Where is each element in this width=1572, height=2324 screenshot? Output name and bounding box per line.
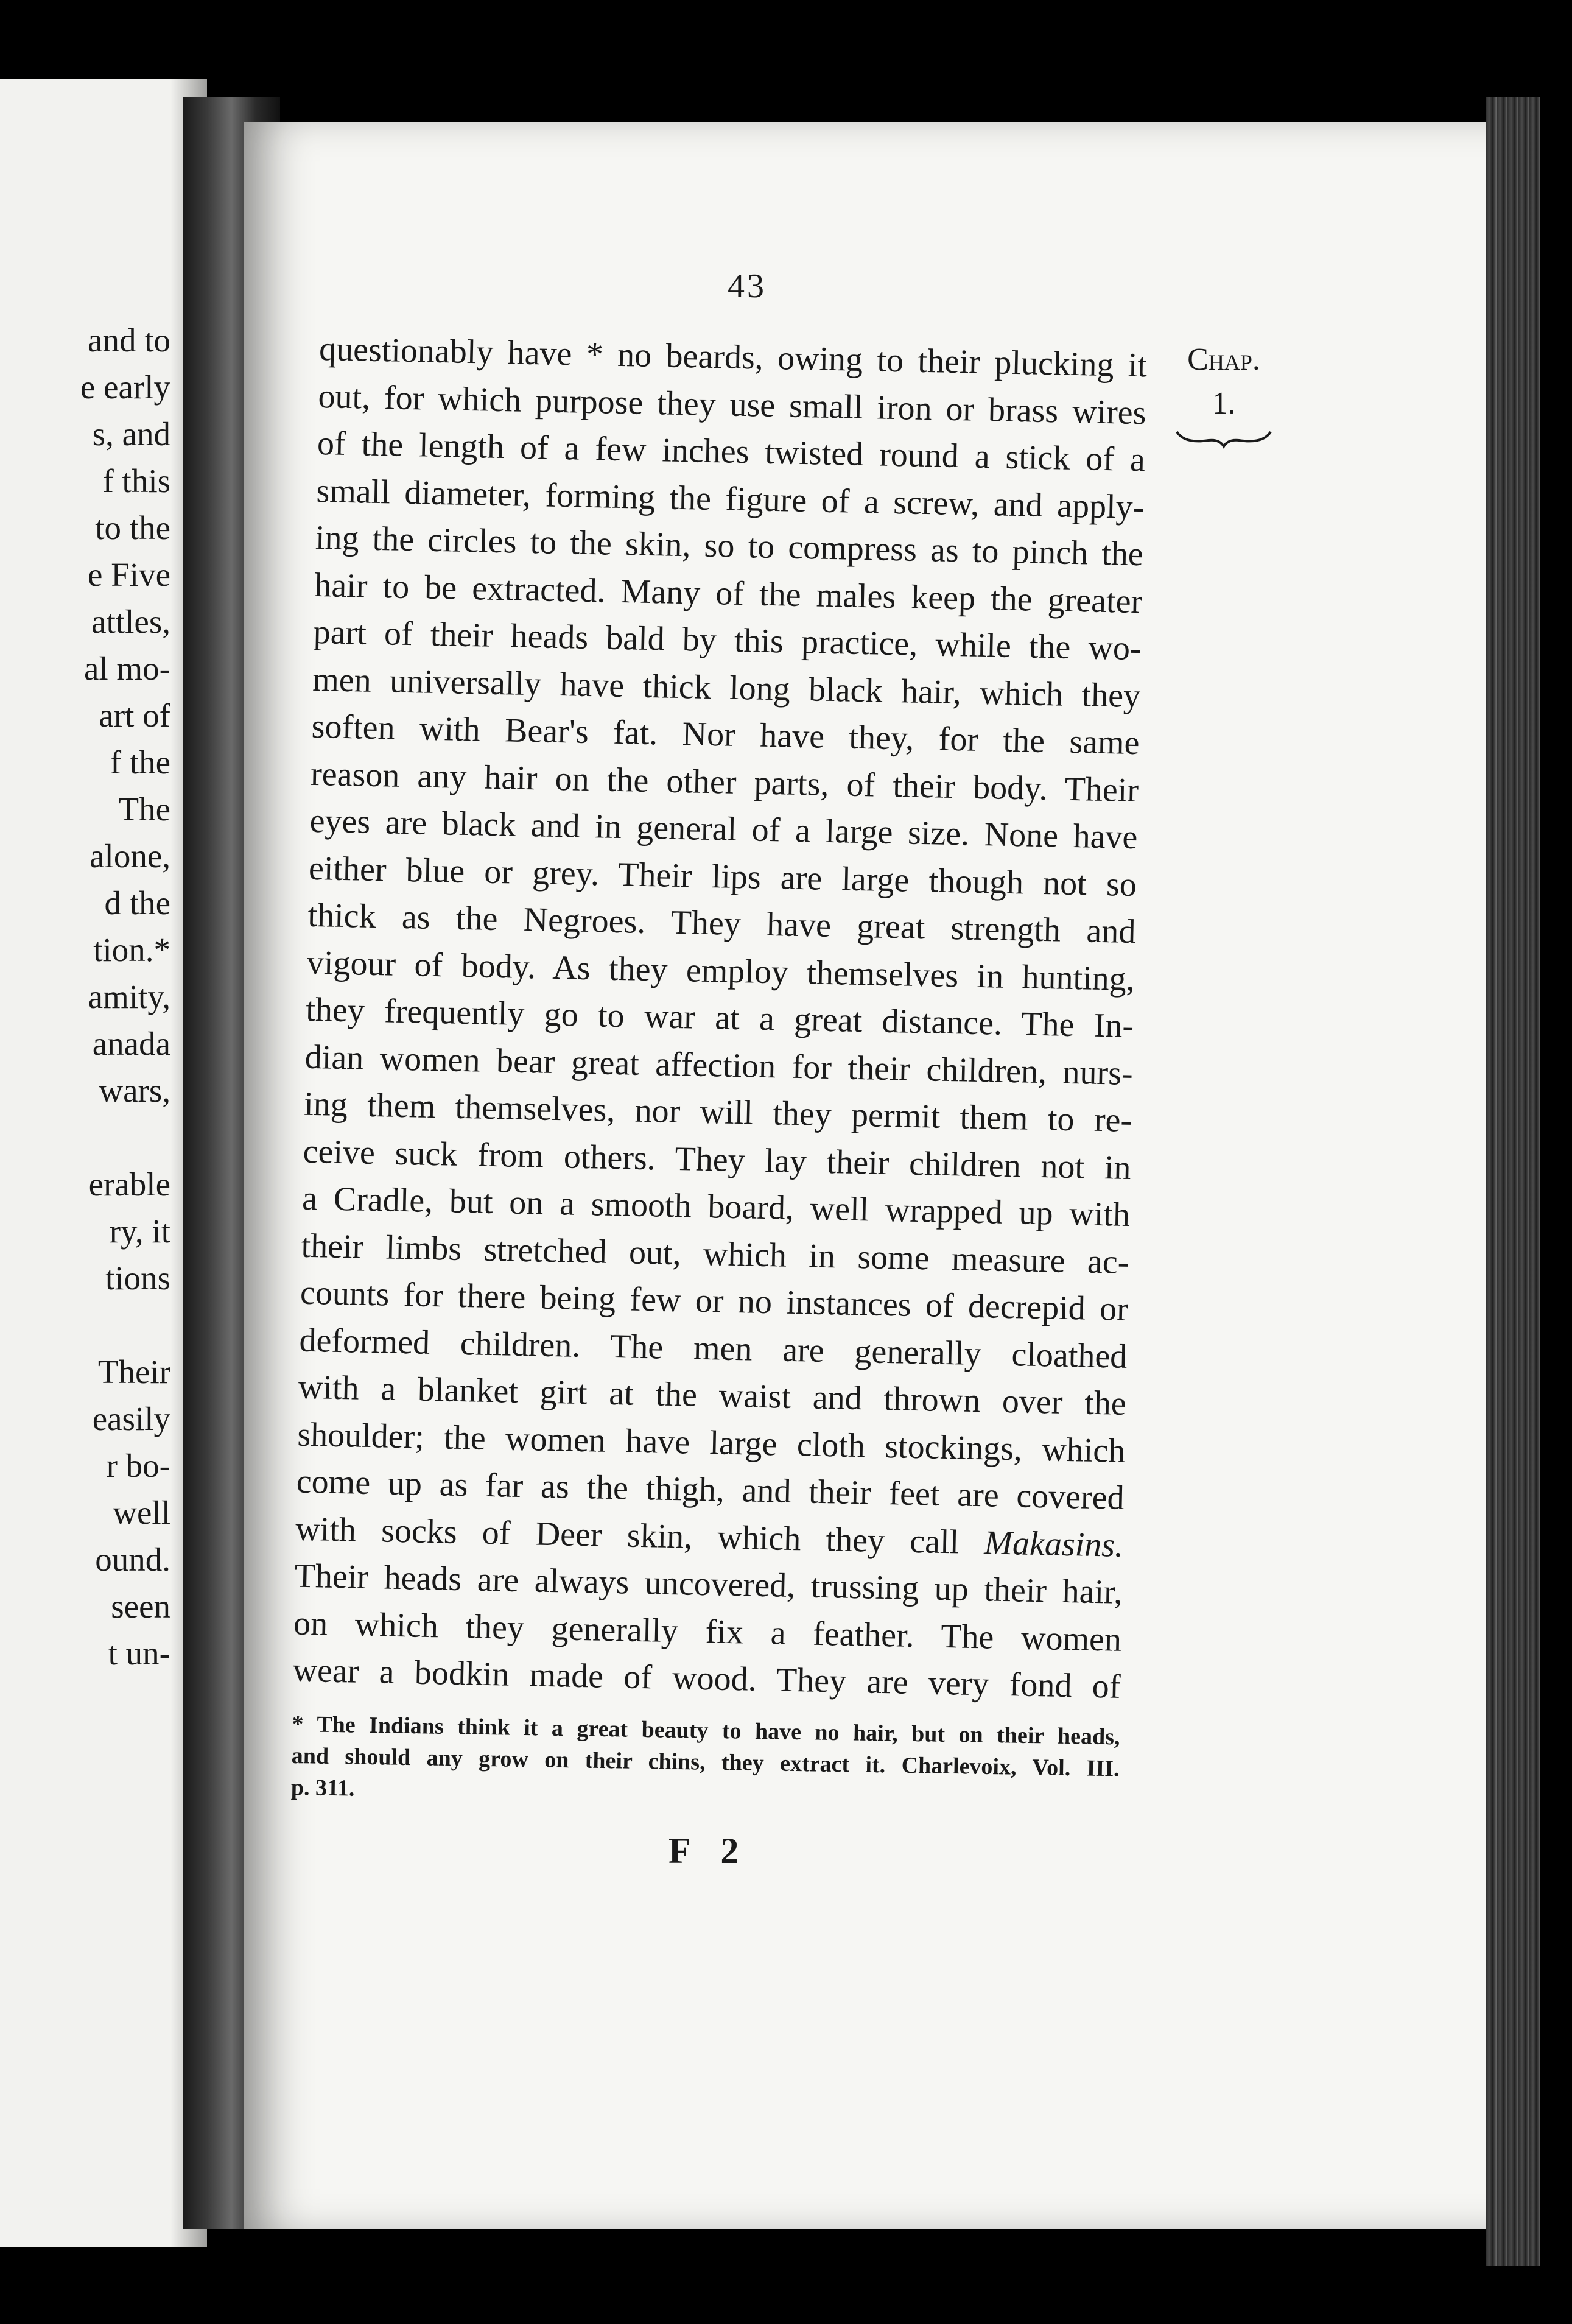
previous-page-line: tion.* <box>93 931 170 968</box>
text-line: either blue or grey. Their lips are large though not so <box>308 849 1137 904</box>
previous-page-fragment <box>0 79 207 2247</box>
previous-page-line: f the <box>110 744 170 781</box>
brace-ornament-icon <box>1172 427 1275 449</box>
text-line: vigour of body. As they employ themselves in hunting, <box>306 943 1135 998</box>
previous-page-line: s, and <box>92 415 170 452</box>
previous-page-line: r bo- <box>106 1447 170 1484</box>
text-line: men universally have thick long black hair, which they <box>312 660 1141 715</box>
text-line: a Cradle, but on a smooth board, well wrapped up with <box>301 1179 1131 1234</box>
previous-page-line: seen <box>111 1588 170 1625</box>
chapter-number: 1. <box>1212 386 1236 421</box>
previous-page-line: The <box>118 791 170 828</box>
previous-page-line: al mo- <box>83 650 170 687</box>
footnote-line: and should any grow on their chins, they extract it. Charlevoix, Vol. III. <box>291 1742 1120 1782</box>
text-line: ceive suck from others. They lay their children not in <box>303 1132 1132 1187</box>
text-line: counts for there being few or no instances of decrepid or <box>300 1273 1129 1328</box>
previous-page-line: ry, it <box>109 1213 170 1250</box>
previous-page-line: to the <box>95 509 170 546</box>
previous-page-line: f this <box>102 462 170 499</box>
text-line: their limbs stretched out, which in some measure ac- <box>301 1227 1130 1281</box>
previous-page-line: well <box>113 1494 170 1531</box>
previous-page-line: art of <box>99 697 170 734</box>
footnote-line: p. 311. <box>290 1774 355 1801</box>
previous-page-line <box>0 1301 170 1348</box>
text-line: wear a bodkin made of wood. They are very fond of <box>292 1651 1121 1706</box>
footnote-line: * The Indians think it a great beauty to have no hair, but on their heads, <box>292 1711 1120 1750</box>
previous-page-line: e Five <box>88 556 170 593</box>
text-line: deformed children. The men are generally cloathed <box>298 1321 1128 1376</box>
text-line: eyes are black and in general of a large size. None have <box>309 801 1139 857</box>
chapter-label: Chap. <box>1187 342 1260 377</box>
text-segment: with socks of Deer skin, which they call <box>295 1510 960 1561</box>
previous-page-line: ound. <box>95 1541 170 1578</box>
text-line: with a blanket girt at the waist and thrown over the <box>298 1368 1127 1423</box>
previous-page-line: Their <box>97 1353 170 1390</box>
previous-page-line: tions <box>105 1259 170 1297</box>
text-line: reason any hair on the other parts, of their body. Their <box>310 755 1139 809</box>
text-line: part of their heads bald by this practice, while the wo- <box>313 613 1142 668</box>
text-line: dian women bear great affection for their children, nurs- <box>304 1038 1134 1093</box>
text-line: ing the circles to the skin, so to compress as to pinch the <box>315 518 1144 574</box>
previous-page-line: d the <box>104 884 170 921</box>
text-line: ing them themselves, nor will they permit them to re- <box>303 1085 1132 1140</box>
previous-page-line: anada <box>92 1025 170 1062</box>
text-line: soften with Bear's fat. Nor have they, for the same <box>311 707 1140 762</box>
previous-page-line: and to <box>88 322 170 359</box>
page-number: 43 <box>728 267 767 305</box>
text-line: they frequently go to war at a great distance. The In- <box>305 990 1134 1046</box>
signature-mark: F 2 <box>668 1831 750 1871</box>
previous-page-line: erable <box>88 1166 170 1203</box>
previous-page-line: easily <box>92 1400 170 1437</box>
italic-term: Makasins. <box>983 1523 1124 1565</box>
text-line: come up as far as the thigh, and their feet are covered <box>296 1462 1125 1517</box>
text-line: small diameter, forming the figure of a screw, and apply- <box>315 471 1145 526</box>
text-line: thick as the Negroes. They have great strength and <box>307 896 1136 951</box>
previous-page-line: e early <box>80 368 170 406</box>
footnote <box>291 1708 1120 1816</box>
text-line: out, for which purpose they use small iron or brass wires <box>318 377 1147 432</box>
previous-page-text <box>0 317 170 1677</box>
previous-page-line: amity, <box>88 978 170 1015</box>
previous-page-line: wars, <box>99 1072 170 1109</box>
text-line: questionably have * no beards, owing to their plucking it <box>318 329 1148 385</box>
previous-page-line: alone, <box>89 837 170 875</box>
previous-page-line: t un- <box>108 1635 170 1672</box>
text-line: shoulder; the women have large cloth stockings, which <box>297 1415 1126 1470</box>
body-text <box>292 326 1148 1711</box>
previous-page-line: attles, <box>91 603 170 640</box>
chapter-marginal-note <box>1172 338 1275 449</box>
text-line: Their heads are always uncovered, trussing up their hair, <box>294 1557 1123 1611</box>
previous-page-line <box>0 1114 170 1161</box>
page-edges <box>1486 97 1540 2266</box>
text-line: of the length of a few inches twisted round a stick of a <box>317 424 1146 479</box>
text-line: hair to be extracted. Many of the males keep the greater <box>314 566 1143 621</box>
text-line: on which they generally fix a feather. The women <box>293 1604 1122 1659</box>
